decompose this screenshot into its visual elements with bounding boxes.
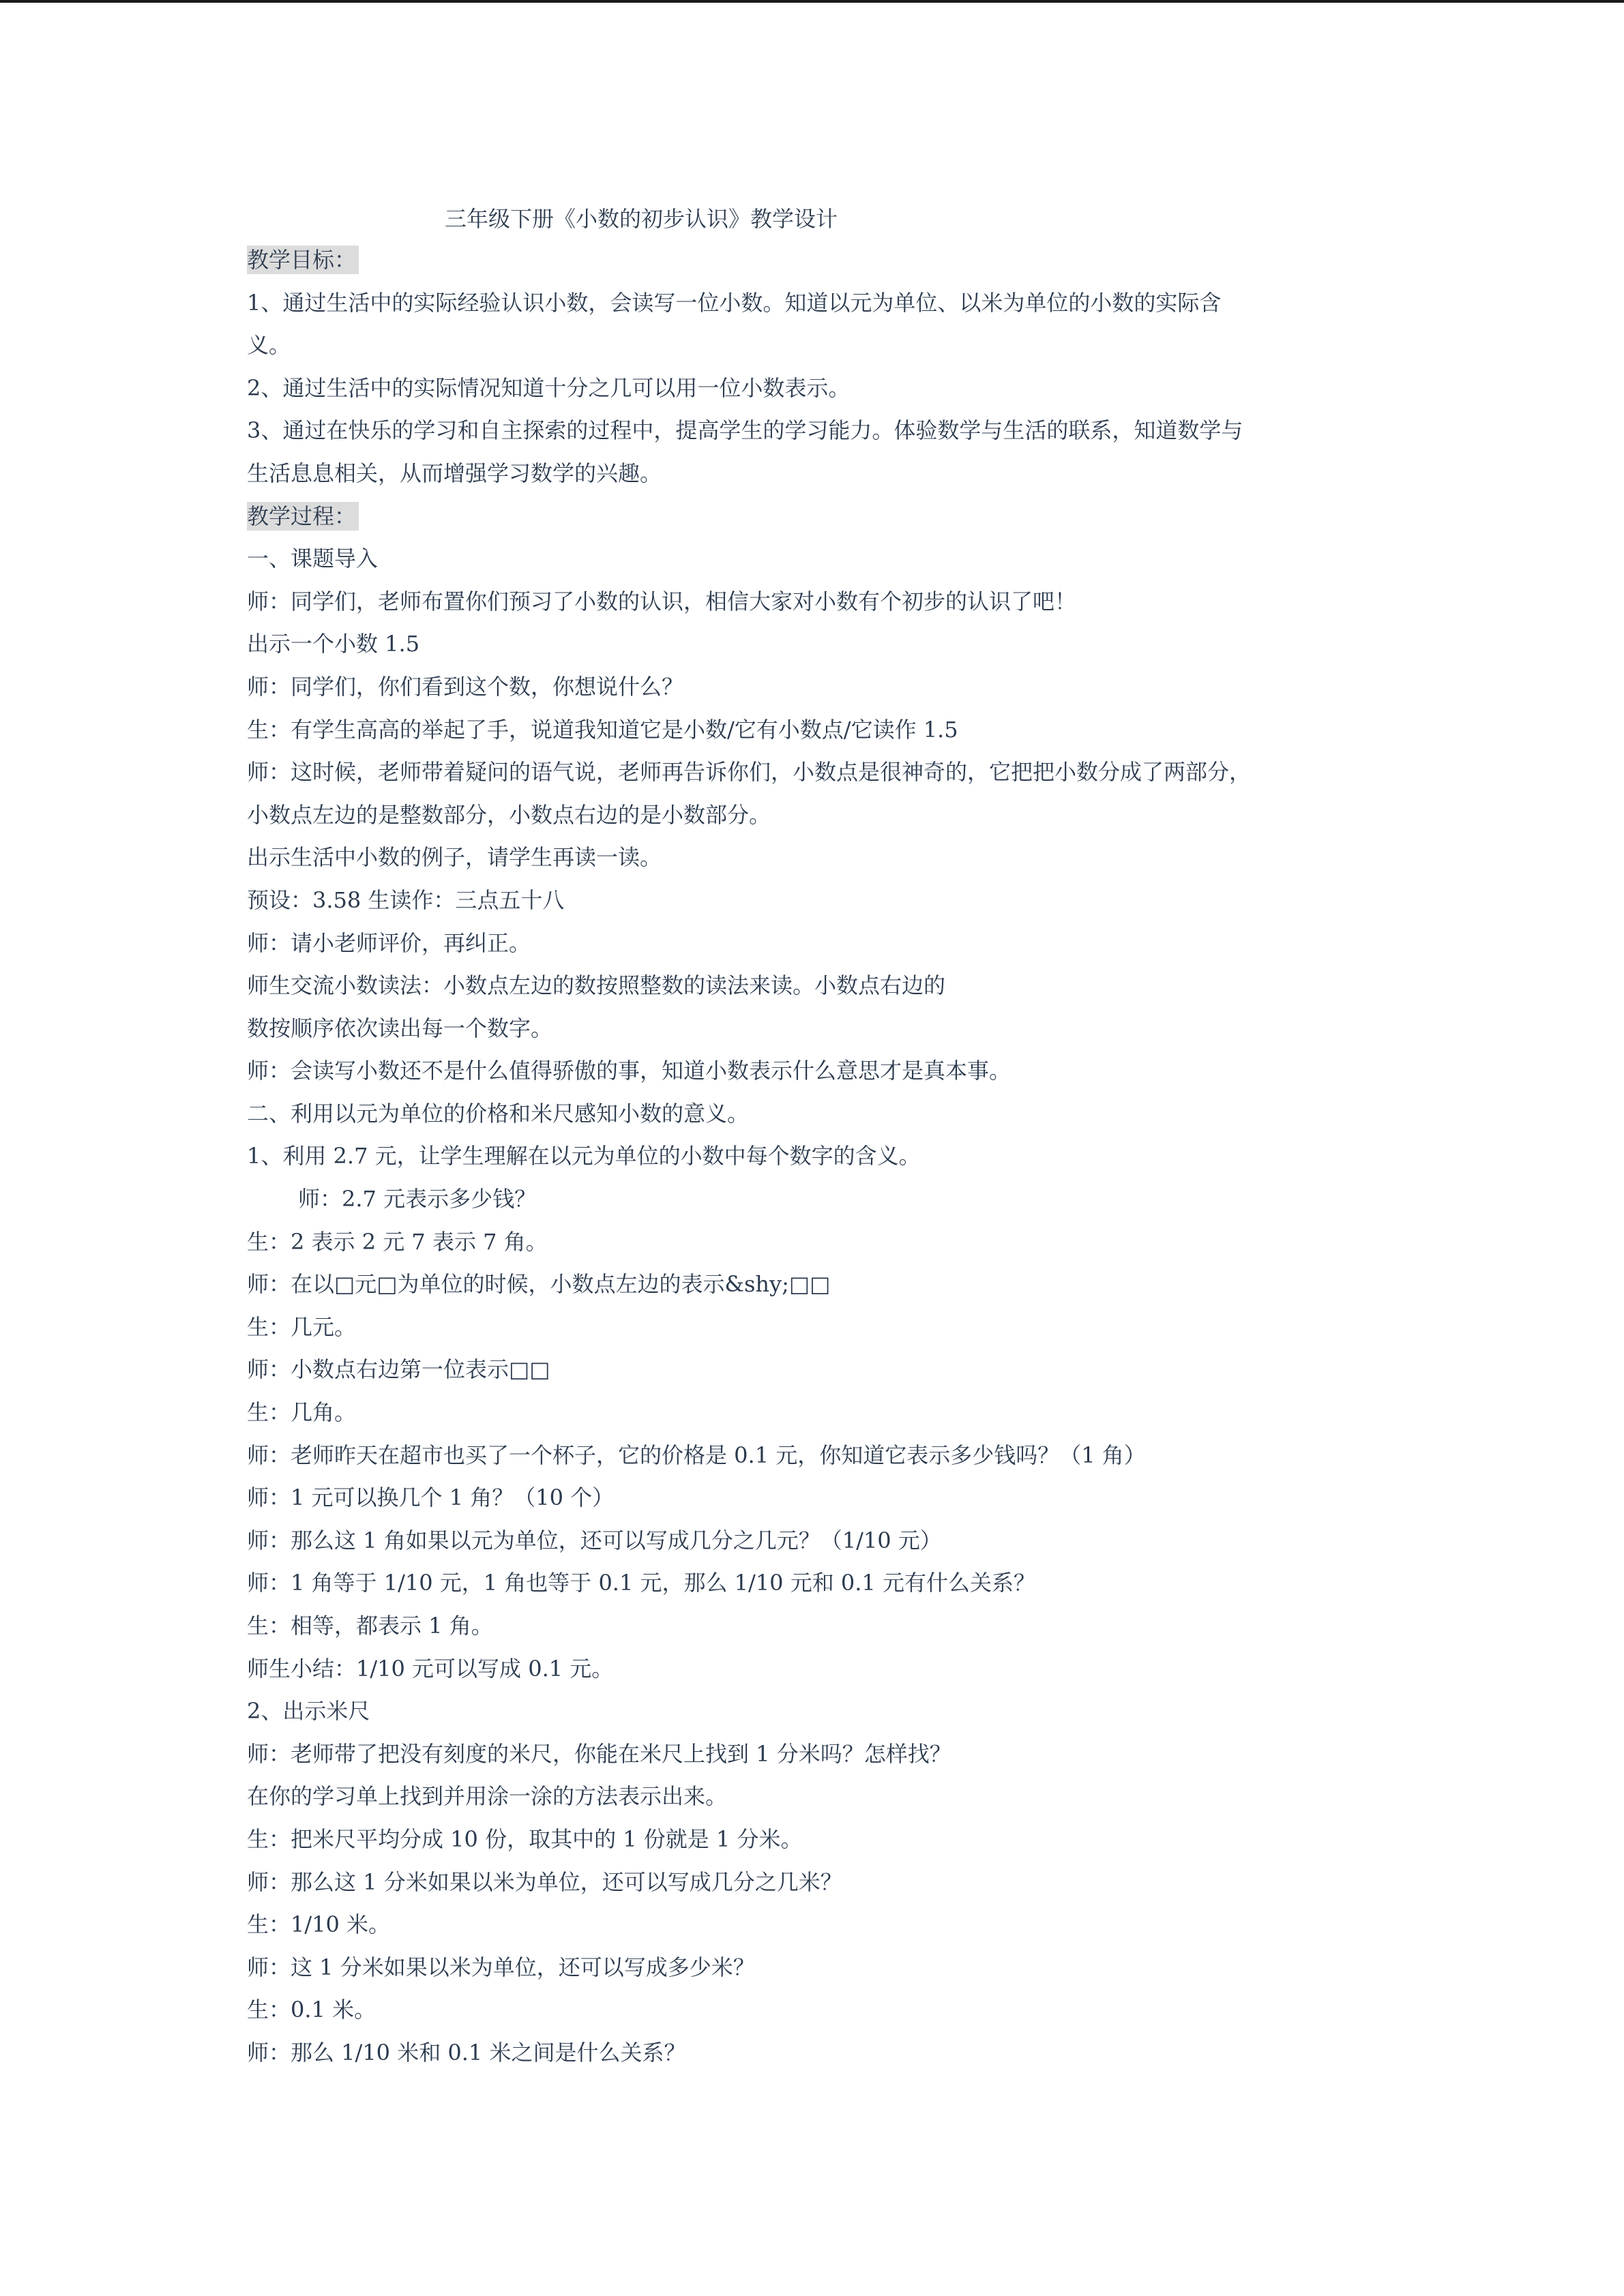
text-line: [247, 1562, 1393, 1605]
text-line: [247, 751, 1393, 794]
text-line-content: 数按顺序依次读出每一个数字。: [247, 1015, 553, 1041]
text-line-content: 师生交流小数读法：小数点左边的数按照整数的读法来读。小数点右边的: [247, 972, 946, 999]
text-line-content: 师：会读写小数还不是什么值得骄傲的事，知道小数表示什么意思才是真本事。: [247, 1058, 1012, 1084]
text-line-content: 3、通过在快乐的学习和自主探索的过程中，提高学生的学习能力。体验数学与生活的联系，知道数学与: [247, 417, 1243, 444]
text-line: [247, 1946, 1393, 1989]
text-line-content: 师：请小老师评价，再纠正。: [247, 929, 531, 956]
page-top-border: [0, 0, 1624, 3]
text-line-content: 师：这 1 分米如果以米为单位，还可以写成多少米？: [247, 1954, 755, 1980]
text-line: [247, 1263, 1393, 1306]
text-line-content: 教学目标：: [247, 245, 359, 274]
text-line: [247, 324, 1393, 367]
text-line: [247, 1221, 1393, 1264]
text-line-content: 生：把米尺平均分成 10 份，取其中的 1 份就是 1 分米。: [247, 1825, 803, 1852]
section-heading: [247, 495, 1393, 538]
text-line: [247, 879, 1393, 922]
text-line-content: 生：几角。: [247, 1399, 357, 1426]
text-line-content: 师：1 角等于 1/10 元，1 角也等于 0.1 元，那么 1/10 元和 0.1 元有什么关系？: [247, 1570, 1035, 1596]
text-line: [247, 666, 1393, 709]
text-line-content: 教学过程：: [247, 502, 359, 531]
text-line-content: 师：同学们，你们看到这个数，你想说什么？: [247, 673, 684, 700]
text-line-content: 一、课题导入: [247, 546, 379, 572]
text-line-content: 师：同学们，老师布置你们预习了小数的认识，相信大家对小数有个初步的认识了吧！: [247, 588, 1077, 614]
text-line-content: 义。: [247, 332, 291, 359]
text-line: [247, 1690, 1393, 1733]
text-line: [247, 1733, 1393, 1776]
text-line: [247, 1092, 1393, 1135]
text-line-content: 生：相等，都表示 1 角。: [247, 1613, 493, 1639]
text-line: [247, 1476, 1393, 1519]
text-line-content: 师：在以□元□为单位的时候，小数点左边的表示&shy;□□: [247, 1271, 831, 1298]
text-line: [247, 1988, 1393, 2031]
text-line: [247, 580, 1393, 623]
text-line-content: 生：1/10 米。: [247, 1911, 391, 1938]
text-line: [247, 1775, 1393, 1818]
text-line: [247, 282, 1393, 325]
text-line: [247, 1519, 1393, 1562]
document-body: [247, 239, 1393, 2074]
text-line: [247, 794, 1393, 837]
text-line-content: 师：小数点右边第一位表示□□: [247, 1356, 550, 1383]
text-line-content: 小数点左边的是整数部分，小数点右边的是小数部分。: [247, 801, 771, 828]
text-line: [247, 1007, 1393, 1050]
text-line-content: 2、出示米尺: [247, 1698, 370, 1725]
text-line: [247, 623, 1393, 666]
text-line-content: 师生小结：1/10 元可以写成 0.1 元。: [247, 1655, 614, 1682]
text-line-content: 生：0.1 米。: [247, 1997, 377, 2023]
text-line-content: 出示生活中小数的例子，请学生再读一读。: [247, 844, 662, 871]
text-line: [247, 367, 1393, 410]
text-line-content: 师：2.7 元表示多少钱？: [298, 1186, 537, 1212]
text-line-content: 生活息息相关，从而增强学习数学的兴趣。: [247, 460, 662, 486]
text-line: [247, 1178, 1393, 1221]
text-line: [247, 1306, 1393, 1349]
text-line-content: 师：1 元可以换几个 1 角？（10 个）: [247, 1485, 615, 1511]
text-line: [247, 709, 1393, 751]
text-line-content: 在你的学习单上找到并用涂一涂的方法表示出来。: [247, 1783, 728, 1810]
text-line: [247, 922, 1393, 965]
text-line: [247, 1049, 1393, 1092]
text-line: [247, 1861, 1393, 1904]
text-line: [247, 1648, 1393, 1690]
text-line-content: 师：这时候，老师带着疑问的语气说，老师再告诉你们，小数点是很神奇的，它把把小数分成了两部分，: [247, 759, 1252, 786]
text-line-content: 师：那么 1/10 米和 0.1 米之间是什么关系？: [247, 2039, 686, 2066]
text-line-content: 生：有学生高高的举起了手，说道我知道它是小数/它有小数点/它读作 1.5: [247, 716, 958, 743]
text-line-content: 2、通过生活中的实际情况知道十分之几可以用一位小数表示。: [247, 374, 851, 401]
text-line: [247, 1391, 1393, 1434]
text-line-content: 预设：3.58 生读作：三点五十八: [247, 886, 565, 913]
document-page: [247, 199, 1393, 2074]
text-line-content: 师：那么这 1 分米如果以米为单位，还可以写成几分之几米？: [247, 1868, 842, 1895]
text-line: [247, 409, 1393, 452]
text-line-content: 出示一个小数 1.5: [247, 631, 420, 657]
text-line: [247, 1348, 1393, 1391]
text-line-content: 1、利用 2.7 元，让学生理解在以元为单位的小数中每个数字的含义。: [247, 1143, 921, 1169]
text-line: [247, 1818, 1393, 1861]
text-line-content: 师：那么这 1 角如果以元为单位，还可以写成几分之几元？（1/10 元）: [247, 1527, 942, 1553]
text-line: [247, 1605, 1393, 1648]
text-line: [247, 964, 1393, 1007]
text-line: [247, 452, 1393, 495]
text-line: [247, 2031, 1393, 2074]
document-title: 三年级下册《小数的初步认识》教学设计: [445, 206, 838, 232]
text-line: [247, 537, 1393, 580]
text-line: [247, 1135, 1393, 1178]
text-line: [247, 1903, 1393, 1946]
text-line-content: 生：2 表示 2 元 7 表示 7 角。: [247, 1228, 548, 1255]
text-line-content: 生：几元。: [247, 1313, 357, 1340]
text-line: [247, 1434, 1393, 1477]
text-line: [247, 836, 1393, 879]
text-line-content: 师：老师带了把没有刻度的米尺，你能在米尺上找到 1 分米吗？怎样找？: [247, 1740, 951, 1767]
text-line-content: 师：老师昨天在超市也买了一个杯子，它的价格是 0.1 元，你知道它表示多少钱吗？（1 角）: [247, 1442, 1146, 1468]
text-line-content: 二、利用以元为单位的价格和米尺感知小数的意义。: [247, 1100, 750, 1127]
section-heading: [247, 239, 1393, 282]
text-line-content: 1、通过生活中的实际经验认识小数，会读写一位小数。知道以元为单位、以米为单位的小数的实际含: [247, 289, 1222, 316]
